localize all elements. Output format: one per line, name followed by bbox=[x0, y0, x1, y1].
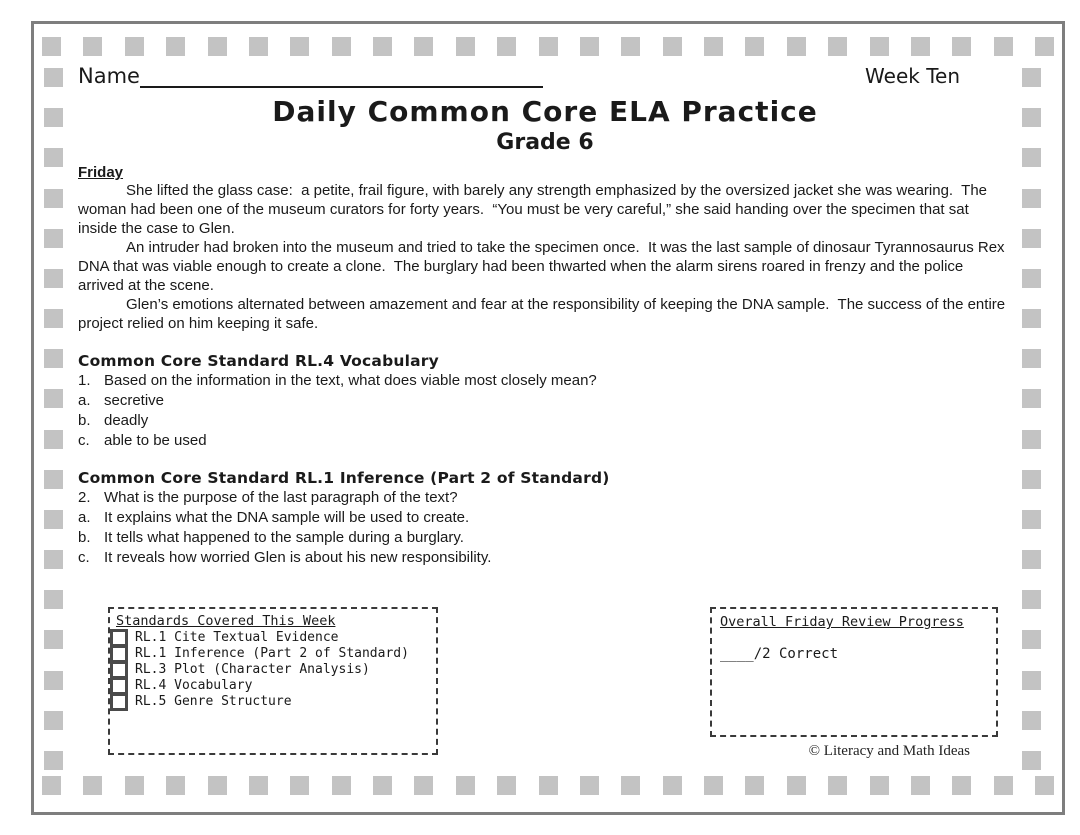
choice-text: deadly bbox=[104, 412, 149, 430]
film-strip-square bbox=[44, 671, 63, 690]
standard-item-row bbox=[110, 662, 432, 677]
film-strip-square bbox=[44, 630, 63, 649]
film-strip-square bbox=[828, 37, 847, 56]
film-strip-square bbox=[166, 37, 185, 56]
film-strip-square bbox=[1022, 671, 1041, 690]
choice-text: secretive bbox=[104, 392, 165, 410]
film-strip-square bbox=[1022, 108, 1041, 127]
standards-covered-box bbox=[108, 607, 438, 755]
name-blank-line[interactable] bbox=[140, 64, 543, 88]
film-strip-square bbox=[414, 37, 433, 56]
worksheet-page bbox=[31, 21, 1065, 815]
film-strip-square bbox=[1022, 229, 1041, 248]
film-strip-right bbox=[1022, 68, 1041, 770]
film-strip-square bbox=[952, 37, 971, 56]
film-strip-square bbox=[44, 148, 63, 167]
film-strip-square bbox=[44, 550, 63, 569]
film-strip-square bbox=[42, 37, 61, 56]
standard-label: RL.1 Inference (Part 2 of Standard) bbox=[135, 646, 409, 661]
standard-item-row bbox=[110, 646, 432, 661]
film-strip-square bbox=[1022, 148, 1041, 167]
film-strip-square bbox=[1022, 309, 1041, 328]
film-strip-square bbox=[1022, 68, 1041, 87]
film-strip-square bbox=[290, 37, 309, 56]
choice-text: It tells what happened to the sample during a burglary. bbox=[104, 529, 464, 547]
film-strip-square bbox=[1022, 470, 1041, 489]
passage-paragraph: An intruder had broken into the museum and tried to take the specimen once. It was the last sample of dinosaur Tyrannosaurus Rex DNA that was viable enough to create a clone. The burglary had been thwarted when the alarm sirens roared in frenzy and the police arrived at the scene. bbox=[78, 239, 1009, 295]
film-strip-square bbox=[44, 430, 63, 449]
film-strip-square bbox=[870, 37, 889, 56]
film-strip-square bbox=[44, 189, 63, 208]
film-strip-square bbox=[125, 37, 144, 56]
question-2-choice-a[interactable] bbox=[78, 508, 1012, 527]
film-strip-square bbox=[1022, 590, 1041, 609]
film-strip-square bbox=[44, 510, 63, 529]
question-2-choice-c[interactable] bbox=[78, 548, 1012, 567]
standards-box-title: Standards Covered This Week bbox=[116, 613, 336, 629]
film-strip-top bbox=[42, 37, 1054, 56]
choice-letter: a. bbox=[78, 392, 91, 410]
question-1 bbox=[78, 371, 1012, 390]
film-strip-square bbox=[44, 389, 63, 408]
standard-item-row bbox=[110, 694, 432, 709]
film-strip-square bbox=[44, 108, 63, 127]
film-strip-square bbox=[1022, 751, 1041, 770]
film-strip-square bbox=[911, 37, 930, 56]
film-strip-square bbox=[456, 37, 475, 56]
standard-checkbox[interactable] bbox=[110, 693, 128, 711]
choice-letter: b. bbox=[78, 529, 91, 547]
film-strip-square bbox=[994, 37, 1013, 56]
question-2-choice-b[interactable] bbox=[78, 528, 1012, 547]
question-2 bbox=[78, 488, 1012, 507]
film-strip-square bbox=[1022, 389, 1041, 408]
film-strip-square bbox=[42, 776, 61, 795]
film-strip-square bbox=[1035, 776, 1054, 795]
week-label: Week Ten bbox=[865, 64, 960, 89]
question-1-text: Based on the information in the text, what does viable most closely mean? bbox=[104, 372, 597, 390]
choice-letter: b. bbox=[78, 412, 91, 430]
film-strip-square bbox=[44, 269, 63, 288]
friday-progress-box bbox=[710, 607, 998, 737]
question-1-choice-b[interactable] bbox=[78, 411, 1012, 430]
reading-passage bbox=[78, 181, 1012, 333]
question-1-number: 1. bbox=[78, 372, 91, 390]
film-strip-square bbox=[44, 751, 63, 770]
film-strip-square bbox=[787, 37, 806, 56]
name-label: Name bbox=[78, 64, 140, 89]
passage-paragraph: Glen’s emotions alternated between amazement and fear at the responsibility of keeping the DNA sample. The success of the entire project relied on him keeping it safe. bbox=[78, 296, 1010, 333]
standard-item-row bbox=[110, 630, 432, 645]
film-strip-square bbox=[44, 309, 63, 328]
film-strip-square bbox=[44, 590, 63, 609]
choice-letter: a. bbox=[78, 509, 91, 527]
section-heading-inference: Common Core Standard RL.1 Inference (Part 2 of Standard) bbox=[78, 469, 610, 488]
film-strip-square bbox=[44, 229, 63, 248]
film-strip-square bbox=[373, 37, 392, 56]
film-strip-square bbox=[745, 37, 764, 56]
standard-label: RL.1 Cite Textual Evidence bbox=[135, 630, 339, 645]
film-strip-square bbox=[44, 68, 63, 87]
page-subtitle: Grade 6 bbox=[496, 130, 594, 156]
choice-letter: c. bbox=[78, 432, 90, 450]
film-strip-square bbox=[580, 37, 599, 56]
film-strip-square bbox=[539, 37, 558, 56]
question-1-choice-a[interactable] bbox=[78, 391, 1012, 410]
copyright-text: © Literacy and Math Ideas bbox=[808, 743, 970, 759]
film-strip-square bbox=[1022, 189, 1041, 208]
choice-letter: c. bbox=[78, 549, 90, 567]
film-strip-square bbox=[621, 37, 640, 56]
standard-label: RL.5 Genre Structure bbox=[135, 694, 292, 709]
film-strip-square bbox=[1022, 269, 1041, 288]
score-blank-line[interactable]: ____/2 Correct bbox=[720, 646, 839, 662]
film-strip-square bbox=[1022, 349, 1041, 368]
film-strip-square bbox=[44, 711, 63, 730]
film-strip-square bbox=[1022, 510, 1041, 529]
film-strip-square bbox=[332, 37, 351, 56]
page-title: Daily Common Core ELA Practice bbox=[272, 95, 818, 129]
film-strip-square bbox=[83, 37, 102, 56]
film-strip-square bbox=[704, 37, 723, 56]
film-strip-square bbox=[1022, 550, 1041, 569]
standard-label: RL.3 Plot (Character Analysis) bbox=[135, 662, 370, 677]
passage-paragraph: She lifted the glass case: a petite, frail figure, with barely any strength emphasized by the oversized jacket she was wearing. The woman had been one of the museum curators for forty years. “You must be very careful,” she said handing over the specimen that sat inside the case to Glen. bbox=[78, 182, 992, 238]
progress-box-title: Overall Friday Review Progress bbox=[720, 614, 964, 630]
choice-text: It explains what the DNA sample will be used to create. bbox=[104, 509, 470, 527]
film-strip-square bbox=[1022, 630, 1041, 649]
question-1-choice-c[interactable] bbox=[78, 431, 1012, 450]
name-week-row bbox=[78, 64, 1012, 88]
film-strip-square bbox=[249, 37, 268, 56]
film-strip-square bbox=[497, 37, 516, 56]
worksheet-content bbox=[78, 64, 1012, 804]
question-2-text: What is the purpose of the last paragraph of the text? bbox=[104, 489, 458, 507]
section-heading-vocabulary: Common Core Standard RL.4 Vocabulary bbox=[78, 352, 439, 371]
film-strip-left bbox=[44, 68, 63, 770]
film-strip-square bbox=[1022, 711, 1041, 730]
choice-text: It reveals how worried Glen is about his new responsibility. bbox=[104, 549, 492, 567]
film-strip-square bbox=[1035, 37, 1054, 56]
standard-label: RL.4 Vocabulary bbox=[135, 678, 253, 693]
film-strip-square bbox=[44, 349, 63, 368]
standard-item-row bbox=[110, 678, 432, 693]
film-strip-square bbox=[44, 470, 63, 489]
day-heading: Friday bbox=[78, 164, 124, 182]
question-2-number: 2. bbox=[78, 489, 91, 507]
film-strip-square bbox=[663, 37, 682, 56]
film-strip-square bbox=[208, 37, 227, 56]
choice-text: able to be used bbox=[104, 432, 207, 450]
film-strip-square bbox=[1022, 430, 1041, 449]
